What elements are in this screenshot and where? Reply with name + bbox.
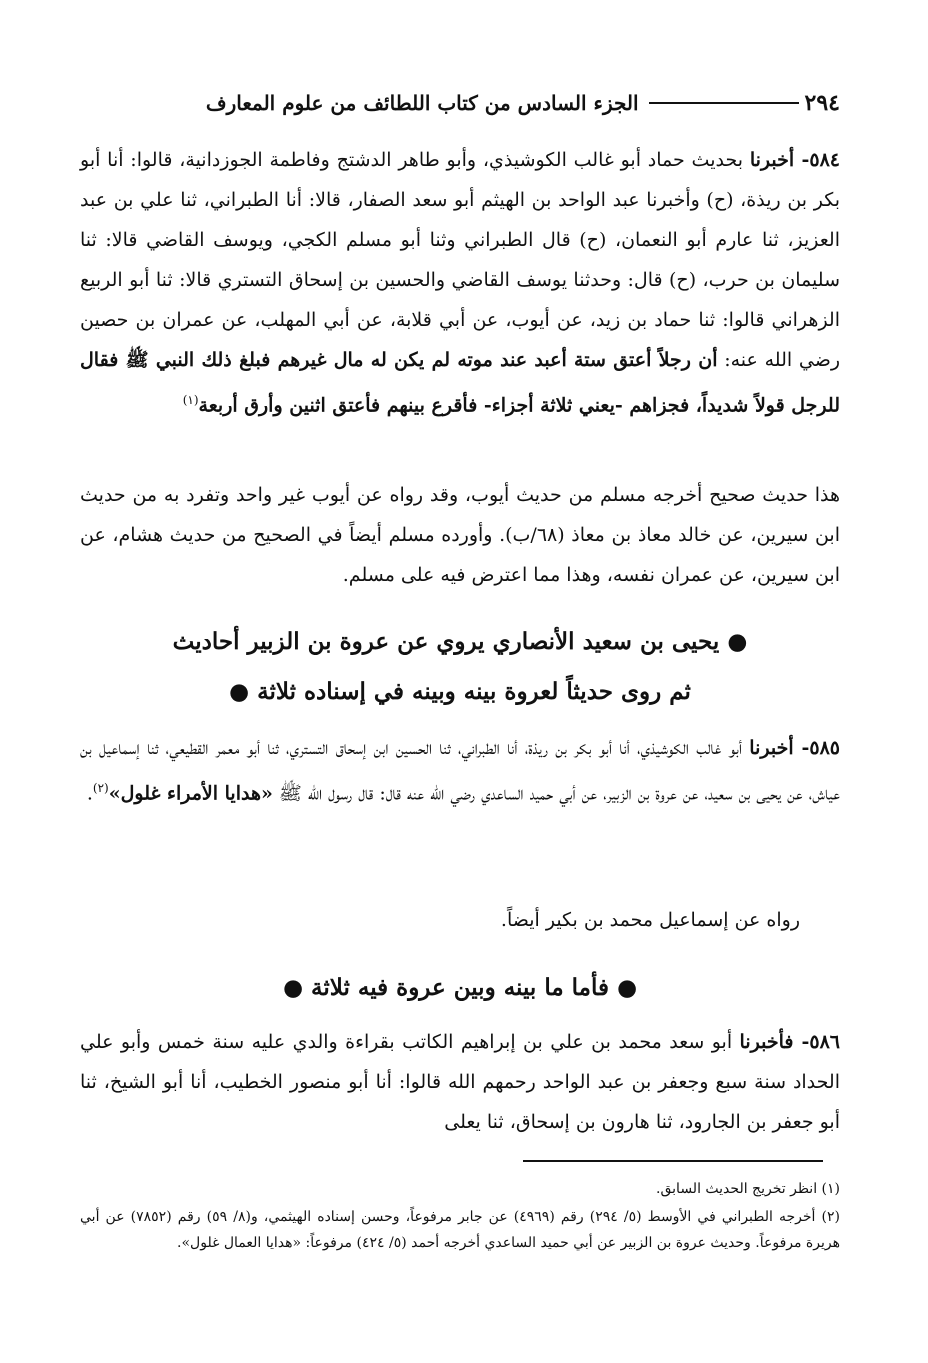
section-heading-1-line-1: ● يحيى بن سعيد الأنصاري يروي عن عروة بن الزبير أحاديث (172, 628, 748, 655)
hadith-584 (80, 140, 840, 425)
hadith-584-number: ٥٨٤- أخبرنا (749, 149, 841, 171)
header-title: الجزء السادس من كتاب اللطائف من علوم المعارف (205, 91, 639, 115)
hadith-585-isnad: أبو غالب الكوشيذي، أنا أبو بكر بن ريذة، أنا الطبراني، ثنا الحسين ابن إسحاق التستري، ثنا أبو معمر القطيعي، ثنا إسماعيل بن عياش، عن يحيى بن سعيد، عن عروة بن الزبير، عن أبي حميد الساعدي رضي الله عنه قال: قال رسول الله ﷺ (80, 737, 840, 805)
hadith-585-number: ٥٨٥- أخبرنا (749, 737, 840, 759)
hadith-586-isnad: أبو سعد محمد بن علي بن إبراهيم الكاتب بقراءة والدي عليه سنة خمس وأبو علي الحداد سنة سبع وجعفر بن عبد الواحد رحمهم الله قالوا: أنا أبو منصور الخطيب، أنا أبو الشيخ، ثنا أبو جعفر بن الجارود، ثنا هارون بن إسحاق، ثنا يعلى (80, 1031, 840, 1133)
footnote-ref-2: (٢) (92, 781, 109, 795)
running-header (80, 86, 840, 120)
hadith-585 (80, 728, 840, 813)
footnote-2: (٢) أخرجه الطبراني في الأوسط (٥/ ٢٩٤) رقم (٤٩٦٩) عن جابر مرفوعاً، وحسن إسناده الهيثمي، و(٨/ ٥٩) رقم (٧٨٥٢) عن أبي هريرة مرفوعاً. وحديث عروة بن الزبير عن أبي حميد الساعدي أخرجه أحمد (٥/ ٤٢٤) مرفوعاً: «هدايا العمال غلول». (80, 1209, 840, 1251)
footnote-separator (523, 1160, 823, 1162)
hadith-585-commentary: رواه عن إسماعيل محمد بن بكير أيضاً. (500, 909, 800, 931)
page-number: ٢٩٤ (804, 90, 840, 116)
section-heading-1-line-2: ثم روى حديثاً لعروة بينه وبينه في إسناده ثلاثة ● (229, 678, 691, 705)
hadith-584-commentary: هذا حديث صحيح أخرجه مسلم من حديث أيوب، وقد رواه عن أيوب غير واحد وتفرد به من حديث ابن سيرين، عن خالد معاذ بن معاذ (٦٨/ب). وأورده مسلم أيضاً في الصحيح من حديث هشام، عن ابن سيرين، عن عمران نفسه، وهذا مما اعترض فيه على مسلم. (80, 484, 840, 586)
hadith-584-isnad: بحديث حماد أبو غالب الكوشيذي، وأبو طاهر الدشتج وفاطمة الجوزدانية، قالوا: أنا أبو بكر بن ريذة، (ح) وأخبرنا عبد الواحد بن الهيثم أبو سعد الصفار، قالا: أنا الطبراني، ثنا علي بن عبد العزيز، ثنا عارم أبو النعمان، (ح) قال الطبراني وثنا أبو مسلم الكجي، ويوسف القاضي قالا: ثنا سليمان بن حرب، (ح) قال: وحدثنا يوسف القاضي والحسين بن إسحاق التستري قالا: ثنا أبو الربيع الزهراني قالوا: ثنا حماد بن زيد، عن أيوب، عن أبي قلابة، عن أبي المهلب، عن عمران بن حصين رضي الله عنه: (80, 149, 841, 371)
hadith-585-end: . (86, 782, 93, 805)
footnote-1: (١) انظر تخريج الحديث السابق. (656, 1181, 840, 1197)
hadith-585-matn: «هدايا الأمراء غلول» (108, 782, 273, 805)
header-rule (649, 102, 799, 104)
hadith-586 (80, 1022, 840, 1142)
hadith-584-matn: أن رجلاً أعتق ستة أعبد عند موته لم يكن له مال غيرهم فبلغ ذلك النبي ﷺ فقال للرجل قولاً شديداً، فجزاهم -يعني ثلاثة أجزاء- فأقرع بينهم فأعتق اثنين وأرق أربعة (80, 349, 840, 417)
footnote-ref-1: (١) (182, 393, 199, 407)
hadith-586-number: ٥٨٦- فأخبرنا (739, 1031, 840, 1053)
section-heading-2: ● فأما ما بينه وبين عروة فيه ثلاثة ● (282, 974, 638, 1001)
